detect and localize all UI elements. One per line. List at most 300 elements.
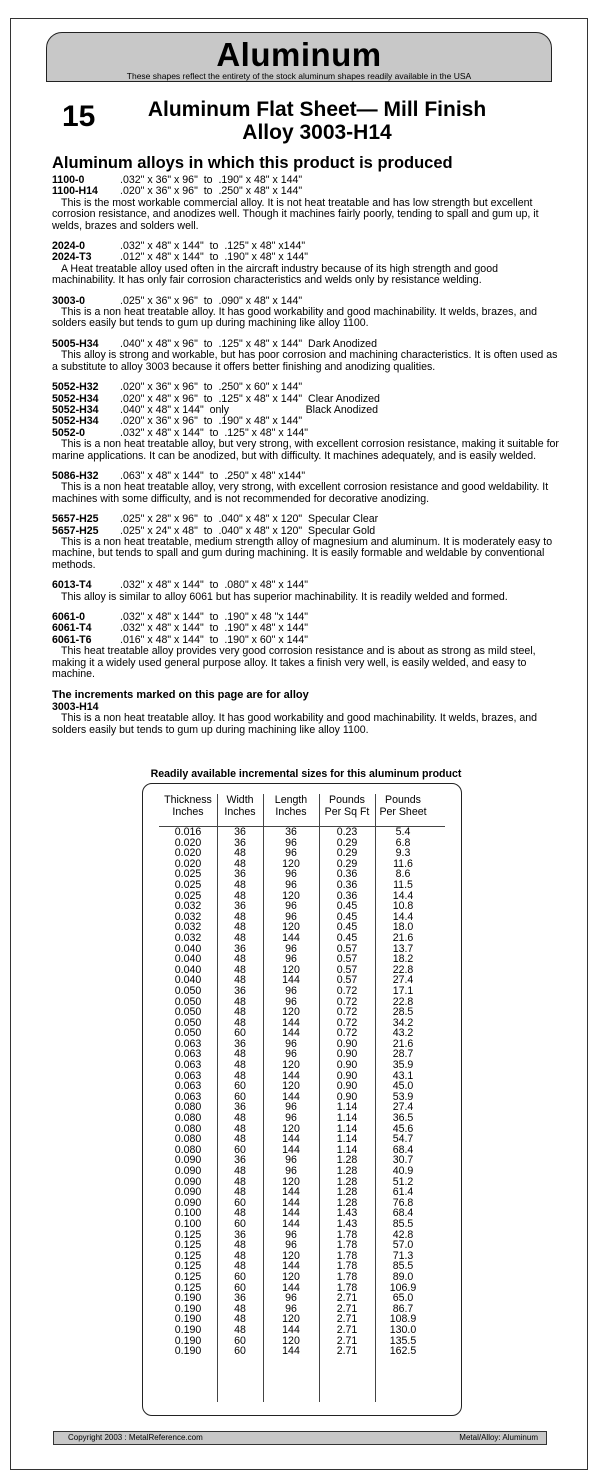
thickness-cell: 0.050 xyxy=(174,995,202,1008)
pounds-per-sq-ft-cell: 0.90 xyxy=(336,1048,358,1061)
pounds-per-sheet-cell: 30.7 xyxy=(392,1154,414,1167)
length-cell: 120 xyxy=(282,857,300,870)
alloy-description: This alloy is strong and workable, but has poor corrosion and machining characteristics. It is often used as a substitute to alloy 3003 because it offers better finishing and anodizing qualities. xyxy=(52,349,558,373)
width-cell: 48 xyxy=(234,1059,246,1072)
thickness-cell: 0.032 xyxy=(174,921,202,934)
pounds-per-sq-ft-cell: 0.72 xyxy=(336,1006,358,1019)
alloy-size-line xyxy=(52,580,560,591)
table-row xyxy=(159,1272,431,1283)
pounds-per-sheet-cell: 162.5 xyxy=(389,1345,417,1358)
thickness-cell: 0.190 xyxy=(174,1302,202,1315)
pounds-per-sq-ft-cell: 0.72 xyxy=(336,1016,358,1029)
table-row xyxy=(159,880,431,891)
thickness-cell: 0.050 xyxy=(174,1016,202,1029)
alloy-groups xyxy=(52,175,560,680)
sizes-table xyxy=(159,795,431,1357)
pounds-per-sq-ft-cell: 2.71 xyxy=(336,1292,358,1305)
thickness-cell: 0.190 xyxy=(174,1334,202,1347)
thickness-cell: 0.020 xyxy=(174,847,202,860)
pounds-per-sheet-cell: 22.8 xyxy=(392,963,414,976)
page-subtitle: These shapes reflect the entirety of the stock aluminum shapes readily available in the USA xyxy=(126,71,472,81)
width-cell: 48 xyxy=(234,1260,246,1273)
pounds-per-sheet-cell: 34.2 xyxy=(392,1016,414,1029)
alloy-code: 6061-T6 xyxy=(52,633,92,646)
alloy-description: This is the most workable commercial alloy. It is not heat treatable and has low strength but excellent corrosion resistance, and anodizes well. Though it machines fairly poorly, tending to spall and gum up, it welds, brazes and solders well. xyxy=(52,196,539,232)
alloy-size-range: .012" x 48" x 144" to .190" x 48" x 144" xyxy=(120,251,309,264)
width-cell: 48 xyxy=(234,1249,246,1262)
thickness-cell: 0.125 xyxy=(174,1249,202,1262)
alloy-code: 6061-T4 xyxy=(52,622,92,635)
width-cell: 36 xyxy=(234,826,246,838)
length-cell: 120 xyxy=(282,1270,300,1283)
pounds-per-sheet-cell: 18.2 xyxy=(392,953,414,966)
alloy-code: 5052-H34 xyxy=(52,403,99,416)
product-title-line2: Alloy 3003-H14 xyxy=(242,121,392,144)
header-width-line1: Width xyxy=(226,794,254,806)
thickness-cell: 0.050 xyxy=(174,984,202,997)
pounds-per-sheet-cell: 65.0 xyxy=(392,1292,414,1305)
pounds-per-sq-ft-cell: 1.28 xyxy=(336,1175,358,1188)
alloy-size-range: .025" x 28" x 96" to .040" x 48" x 120" Specular Clear xyxy=(120,513,379,526)
footer-bar xyxy=(53,1431,547,1445)
pounds-per-sheet-cell: 6.8 xyxy=(395,836,411,849)
length-cell: 96 xyxy=(285,984,297,997)
length-cell: 96 xyxy=(285,995,297,1008)
column-divider xyxy=(375,794,376,1402)
pounds-per-sq-ft-cell: 1.43 xyxy=(336,1217,358,1230)
alloy-size-range: .025" x 36" x 96" to .090" x 48" x 144" xyxy=(120,294,303,307)
pounds-per-sq-ft-cell: 1.28 xyxy=(336,1196,358,1209)
pounds-per-sq-ft-cell: 1.78 xyxy=(336,1249,358,1262)
length-cell: 96 xyxy=(285,1302,297,1315)
length-cell: 144 xyxy=(282,1069,300,1082)
pounds-per-sq-ft-cell: 2.71 xyxy=(336,1323,358,1336)
thickness-cell: 0.125 xyxy=(174,1270,202,1283)
width-cell: 48 xyxy=(234,1323,246,1336)
alloy-group xyxy=(52,296,560,330)
width-cell: 48 xyxy=(234,1165,246,1177)
thickness-cell: 0.090 xyxy=(174,1165,202,1177)
thickness-cell: 0.190 xyxy=(174,1323,202,1336)
pounds-per-sq-ft-cell: 0.45 xyxy=(336,921,358,934)
width-cell: 48 xyxy=(234,931,246,944)
length-cell: 96 xyxy=(285,1037,297,1050)
thickness-cell: 0.025 xyxy=(174,868,202,881)
pounds-per-sheet-cell: 45.0 xyxy=(392,1080,414,1093)
pounds-per-sq-ft-cell: 1.14 xyxy=(336,1101,358,1114)
pounds-per-sheet-cell: 18.0 xyxy=(392,921,414,934)
alloy-group xyxy=(52,514,560,571)
thickness-cell: 0.050 xyxy=(174,1027,202,1040)
width-cell: 36 xyxy=(234,836,246,849)
alloy-size-range: .063" x 48" x 144" to .250" x 48" x144" xyxy=(120,469,306,482)
pounds-per-sheet-cell: 14.4 xyxy=(392,910,414,923)
length-cell: 120 xyxy=(282,963,300,976)
alloy-description: This is a non heat treatable alloy. It has good workability and good machinability. It welds, brazes, and solders easily but tends to gum up during machining like alloy 1100. xyxy=(52,306,538,330)
thickness-cell: 0.080 xyxy=(174,1101,202,1114)
length-cell: 120 xyxy=(282,1122,300,1135)
pounds-per-sheet-cell: 53.9 xyxy=(392,1090,414,1103)
header-length-line1: Length xyxy=(274,794,308,806)
pounds-per-sq-ft-cell: 0.57 xyxy=(336,974,358,987)
pounds-per-sheet-cell: 76.8 xyxy=(392,1196,414,1209)
header-psf-line1: Pounds xyxy=(329,794,365,806)
thickness-cell: 0.125 xyxy=(174,1239,202,1252)
pounds-per-sheet-cell: 14.4 xyxy=(392,889,414,902)
table-row xyxy=(159,1325,431,1336)
width-cell: 60 xyxy=(234,1281,246,1294)
width-cell: 48 xyxy=(234,963,246,976)
pounds-per-sq-ft-cell: 0.57 xyxy=(336,942,358,955)
length-cell: 96 xyxy=(285,1048,297,1061)
length-cell: 96 xyxy=(285,953,297,966)
pounds-per-sheet-cell: 28.5 xyxy=(392,1006,414,1019)
length-cell: 96 xyxy=(285,1292,297,1305)
length-cell: 144 xyxy=(282,1133,300,1146)
thickness-cell: 0.032 xyxy=(174,931,202,944)
thickness-cell: 0.080 xyxy=(174,1133,202,1146)
column-divider xyxy=(263,794,264,1402)
length-cell: 144 xyxy=(282,1016,300,1029)
width-cell: 36 xyxy=(234,984,246,997)
column-divider xyxy=(217,794,218,1402)
alloy-group xyxy=(52,580,560,603)
alloy-code: 2024-T3 xyxy=(52,251,92,264)
thickness-cell: 0.100 xyxy=(174,1207,202,1220)
pounds-per-sq-ft-cell: 1.28 xyxy=(336,1186,358,1199)
pounds-per-sheet-cell: 8.6 xyxy=(395,868,411,881)
product-title xyxy=(112,98,522,144)
length-cell: 96 xyxy=(285,900,297,913)
pounds-per-sheet-cell: 21.6 xyxy=(392,931,414,944)
pounds-per-sq-ft-cell: 1.78 xyxy=(336,1239,358,1252)
alloy-code: 2024-0 xyxy=(52,240,85,253)
pounds-per-sq-ft-cell: 2.71 xyxy=(336,1334,358,1347)
table-row xyxy=(159,1346,431,1357)
pounds-per-sheet-cell: 17.1 xyxy=(392,984,414,997)
pounds-per-sq-ft-cell: 0.45 xyxy=(336,900,358,913)
width-cell: 48 xyxy=(234,1048,246,1061)
pounds-per-sheet-cell: 11.5 xyxy=(393,878,413,891)
thickness-cell: 0.063 xyxy=(174,1080,202,1093)
alloy-size-range: .016" x 48" x 144" to .190" x 60" x 144" xyxy=(120,633,309,646)
alloy-description: This is a non heat treatable alloy, very strong, with excellent corrosion resistance and good weldability. It machines with some difficulty, and is not recommended for decorative anodizing. xyxy=(52,481,549,505)
length-cell: 96 xyxy=(285,836,297,849)
length-cell: 96 xyxy=(285,1228,297,1241)
pounds-per-sq-ft-cell: 1.78 xyxy=(336,1228,358,1241)
alloy-size-range: .032" x 48" x 144" to .080" x 48" x 144" xyxy=(120,579,309,592)
pounds-per-sheet-cell: 22.8 xyxy=(392,995,414,1008)
width-cell: 48 xyxy=(234,1207,246,1220)
width-cell: 48 xyxy=(234,878,246,891)
pounds-per-sq-ft-cell: 0.90 xyxy=(336,1069,358,1082)
length-cell: 144 xyxy=(282,1196,300,1209)
thickness-cell: 0.025 xyxy=(174,889,202,902)
width-cell: 48 xyxy=(234,1006,246,1019)
pounds-per-sheet-cell: 27.4 xyxy=(392,1101,414,1114)
alloy-description: A Heat treatable alloy used often in the aircraft industry because of its high strength and good machinability. It has only fair corrosion characteristics and welds only by resistance welding. xyxy=(52,262,498,287)
page-title: Aluminum xyxy=(216,36,382,73)
pounds-per-sheet-cell: 89.0 xyxy=(392,1270,414,1283)
pounds-per-sheet-cell: 42.8 xyxy=(392,1228,414,1241)
length-cell: 96 xyxy=(285,847,297,860)
width-cell: 48 xyxy=(234,995,246,1008)
pounds-per-sheet-cell: 9.3 xyxy=(395,847,411,860)
alloy-size-range: .032" x 48" x 144" to .190" x 48 "x 144" xyxy=(120,611,309,623)
length-cell: 96 xyxy=(285,878,297,891)
alloy-list xyxy=(52,175,560,736)
header-pounds-per-sheet xyxy=(375,795,431,823)
alloy-size-range: .040" x 48" x 144" only Black Anodized xyxy=(120,403,379,416)
thickness-cell: 0.125 xyxy=(174,1228,202,1241)
alloy-size-range: .032" x 36" x 96" to .190" x 48" x 144" xyxy=(120,174,303,186)
thickness-cell: 0.020 xyxy=(174,857,202,870)
pounds-per-sheet-cell: 51.2 xyxy=(392,1175,414,1188)
pounds-per-sheet-cell: 35.9 xyxy=(392,1059,414,1072)
pounds-per-sheet-cell: 45.6 xyxy=(392,1122,414,1135)
length-cell: 120 xyxy=(282,889,300,902)
width-cell: 48 xyxy=(234,1112,246,1125)
pounds-per-sheet-cell: 28.7 xyxy=(392,1048,414,1061)
thickness-cell: 0.040 xyxy=(174,974,202,987)
alloy-code: 1100-0 xyxy=(52,174,85,186)
pounds-per-sheet-cell: 61.4 xyxy=(392,1186,414,1199)
thickness-cell: 0.090 xyxy=(174,1175,202,1188)
pounds-per-sheet-cell: 68.4 xyxy=(392,1207,414,1220)
pounds-per-sq-ft-cell: 0.29 xyxy=(336,836,358,849)
length-cell: 144 xyxy=(282,1281,300,1294)
header-length-line2: Inches xyxy=(275,805,307,818)
thickness-cell: 0.190 xyxy=(174,1292,202,1305)
alloy-size-range: .032" x 48" x 144" to .190" x 48" x 144" xyxy=(120,622,309,635)
alloy-code: 6061-0 xyxy=(52,611,85,623)
width-cell: 48 xyxy=(234,1239,246,1252)
pounds-per-sheet-cell: 106.9 xyxy=(389,1281,417,1294)
width-cell: 36 xyxy=(234,1228,246,1241)
pounds-per-sheet-cell: 130.0 xyxy=(389,1323,417,1336)
pounds-per-sheet-cell: 13.7 xyxy=(392,942,414,955)
header-pps-line1: Pounds xyxy=(385,794,421,806)
alloy-group xyxy=(52,471,560,505)
width-cell: 60 xyxy=(234,1196,246,1209)
alloy-size-range: .020" x 36" x 96" to .190" x 48" x 144" xyxy=(120,415,303,428)
pounds-per-sheet-cell: 85.5 xyxy=(392,1260,414,1273)
pounds-per-sq-ft-cell: 0.45 xyxy=(336,931,358,944)
length-cell: 144 xyxy=(282,1143,300,1156)
width-cell: 36 xyxy=(234,1154,246,1167)
thickness-cell: 0.080 xyxy=(174,1143,202,1156)
pounds-per-sq-ft-cell: 1.14 xyxy=(336,1122,358,1135)
pounds-per-sheet-cell: 27.4 xyxy=(392,974,414,987)
column-divider xyxy=(319,794,320,1402)
width-cell: 60 xyxy=(234,1345,246,1358)
pounds-per-sheet-cell: 11.6 xyxy=(393,857,413,870)
length-cell: 144 xyxy=(282,1207,300,1220)
alloy-code: 5086-H32 xyxy=(52,469,99,482)
pounds-per-sq-ft-cell: 2.71 xyxy=(336,1345,358,1358)
pounds-per-sq-ft-cell: 1.14 xyxy=(336,1133,358,1146)
width-cell: 60 xyxy=(234,1143,246,1156)
length-cell: 144 xyxy=(282,1345,300,1358)
width-cell: 48 xyxy=(234,1122,246,1135)
alloy-size-range: .025" x 24" x 48" to .040" x 48" x 120" Specular Gold xyxy=(120,524,376,537)
header-pounds-per-sq-ft xyxy=(319,795,375,823)
alloy-size-range: .020" x 36" x 96" to .250" x 48" x 144" xyxy=(120,185,303,198)
width-cell: 48 xyxy=(234,1016,246,1029)
pounds-per-sheet-cell: 36.5 xyxy=(392,1112,414,1125)
table-caption: Readily available incremental sizes for this aluminum product xyxy=(150,768,462,780)
alloy-size-range: .020" x 36" x 96" to .250" x 60" x 144" xyxy=(120,381,303,394)
alloy-group xyxy=(52,175,560,232)
width-cell: 48 xyxy=(234,910,246,923)
pounds-per-sheet-cell: 68.4 xyxy=(392,1143,414,1156)
alloy-code: 5052-0 xyxy=(52,426,85,439)
increments-heading: The increments marked on this page are for alloy xyxy=(52,689,309,702)
pounds-per-sq-ft-cell: 0.90 xyxy=(336,1080,358,1093)
footer-category: Metal/Alloy: Aluminum xyxy=(459,1433,538,1442)
alloy-code: 5657-H25 xyxy=(52,524,99,537)
header-thickness-line1: Thickness xyxy=(164,794,212,806)
header-width-line2: Inches xyxy=(224,805,256,818)
pounds-per-sq-ft-cell: 1.78 xyxy=(336,1281,358,1294)
length-cell: 96 xyxy=(285,1112,297,1125)
table-row xyxy=(159,1219,431,1230)
length-cell: 120 xyxy=(282,1059,300,1072)
length-cell: 120 xyxy=(282,1249,300,1262)
section-heading: Aluminum alloys in which this product is produced xyxy=(52,154,453,172)
width-cell: 48 xyxy=(234,847,246,860)
length-cell: 144 xyxy=(282,1186,300,1199)
header-width xyxy=(217,795,263,823)
pounds-per-sq-ft-cell: 0.23 xyxy=(336,826,358,838)
thickness-cell: 0.063 xyxy=(174,1037,202,1050)
alloy-code: 3003-0 xyxy=(52,294,85,307)
pounds-per-sq-ft-cell: 0.90 xyxy=(336,1090,358,1103)
alloy-size-range: .020" x 48" x 96" to .125" x 48" x 144" Clear Anodized xyxy=(120,392,380,405)
thickness-cell: 0.032 xyxy=(174,910,202,923)
pounds-per-sq-ft-cell: 0.90 xyxy=(336,1037,358,1050)
alloy-group xyxy=(52,241,560,287)
thickness-cell: 0.190 xyxy=(174,1345,202,1358)
pounds-per-sq-ft-cell: 1.28 xyxy=(336,1154,358,1167)
width-cell: 48 xyxy=(234,1069,246,1082)
pounds-per-sq-ft-cell: 1.28 xyxy=(336,1165,358,1177)
pounds-per-sheet-cell: 10.8 xyxy=(392,900,414,913)
pounds-per-sheet-cell: 135.5 xyxy=(389,1334,417,1347)
alloy-group xyxy=(52,339,560,373)
pounds-per-sheet-cell: 71.3 xyxy=(392,1249,414,1262)
pounds-per-sq-ft-cell: 0.57 xyxy=(336,963,358,976)
length-cell: 120 xyxy=(282,1080,300,1093)
alloy-size-range: .032" x 48" x 144" to .125" x 48" x 144" xyxy=(120,426,309,439)
table-row xyxy=(159,1166,431,1177)
length-cell: 144 xyxy=(282,931,300,944)
pounds-per-sheet-cell: 108.9 xyxy=(389,1313,417,1326)
thickness-cell: 0.125 xyxy=(174,1260,202,1273)
table-header-row xyxy=(159,795,431,823)
pounds-per-sq-ft-cell: 1.43 xyxy=(336,1207,358,1220)
alloy-group xyxy=(52,612,560,680)
length-cell: 144 xyxy=(282,1323,300,1336)
header-pps-line2: Per Sheet xyxy=(379,805,427,818)
width-cell: 48 xyxy=(234,889,246,902)
pounds-per-sheet-cell: 21.6 xyxy=(392,1037,414,1050)
pounds-per-sq-ft-cell: 1.78 xyxy=(336,1270,358,1283)
width-cell: 48 xyxy=(234,1302,246,1315)
alloy-description: This is a non heat treatable alloy, but very strong, with excellent corrosion resistance, making it suitable for marine applications. It can be anodized, but with difficulty. It machines adequately, and is easily welded. xyxy=(52,438,559,462)
pounds-per-sq-ft-cell: 1.14 xyxy=(336,1112,358,1125)
width-cell: 48 xyxy=(234,921,246,934)
width-cell: 36 xyxy=(234,1101,246,1114)
length-cell: 120 xyxy=(282,1006,300,1019)
pounds-per-sheet-cell: 5.4 xyxy=(395,826,411,838)
sizes-table-box xyxy=(142,783,462,1416)
header-divider xyxy=(159,826,445,827)
thickness-cell: 0.020 xyxy=(174,836,202,849)
thickness-cell: 0.080 xyxy=(174,1122,202,1135)
width-cell: 48 xyxy=(234,1175,246,1188)
pounds-per-sq-ft-cell: 0.90 xyxy=(336,1059,358,1072)
title-banner xyxy=(46,32,552,82)
pounds-per-sq-ft-cell: 0.36 xyxy=(336,878,358,891)
width-cell: 36 xyxy=(234,900,246,913)
width-cell: 60 xyxy=(234,1217,246,1230)
length-cell: 96 xyxy=(285,868,297,881)
pounds-per-sq-ft-cell: 0.29 xyxy=(336,847,358,860)
thickness-cell: 0.050 xyxy=(174,1006,202,1019)
pounds-per-sq-ft-cell: 0.36 xyxy=(336,889,358,902)
thickness-cell: 0.063 xyxy=(174,1069,202,1082)
increments-alloy-code: 3003-H14 xyxy=(52,700,99,713)
table-row xyxy=(159,933,431,944)
thickness-cell: 0.016 xyxy=(174,826,202,838)
product-title-line1: Aluminum Flat Sheet— Mill Finish xyxy=(147,98,487,121)
pounds-per-sheet-cell: 43.1 xyxy=(392,1069,414,1082)
width-cell: 60 xyxy=(234,1270,246,1283)
pounds-per-sheet-cell: 54.7 xyxy=(392,1133,414,1146)
alloy-code: 5657-H25 xyxy=(52,513,99,526)
thickness-cell: 0.040 xyxy=(174,963,202,976)
table-body xyxy=(159,823,431,1357)
width-cell: 36 xyxy=(234,1037,246,1050)
thickness-cell: 0.090 xyxy=(174,1154,202,1167)
thickness-cell: 0.063 xyxy=(174,1059,202,1072)
width-cell: 48 xyxy=(234,953,246,966)
width-cell: 36 xyxy=(234,1292,246,1305)
alloy-size-range: .032" x 48" x 144" to .125" x 48" x144" xyxy=(120,240,306,253)
pounds-per-sq-ft-cell: 0.72 xyxy=(336,995,358,1008)
header-psf-line2: Per Sq Ft xyxy=(324,805,370,818)
pounds-per-sq-ft-cell: 0.57 xyxy=(336,953,358,966)
pounds-per-sheet-cell: 40.9 xyxy=(392,1165,414,1177)
length-cell: 144 xyxy=(282,974,300,987)
alloy-group xyxy=(52,382,560,462)
alloy-description: This heat treatable alloy provides very good corrosion resistance and is about as strong as mild steel, making it a widely used general purpose alloy. It takes a finish very well, is easily welded, and easy to machine. xyxy=(52,645,536,681)
pounds-per-sq-ft-cell: 1.14 xyxy=(336,1143,358,1156)
length-cell: 120 xyxy=(282,1175,300,1188)
length-cell: 120 xyxy=(282,921,300,934)
alloy-description: This is a non heat treatable, medium strength alloy of magnesium and aluminum. It is moderately easy to machine, but tends to spall and gum during machining. It is easily formable and weldable by conventional methods. xyxy=(52,535,553,571)
length-cell: 144 xyxy=(282,1217,300,1230)
pounds-per-sheet-cell: 85.5 xyxy=(392,1217,414,1230)
width-cell: 60 xyxy=(234,1334,246,1347)
width-cell: 36 xyxy=(234,868,246,881)
thickness-cell: 0.100 xyxy=(174,1217,202,1230)
pounds-per-sq-ft-cell: 0.72 xyxy=(336,1027,358,1040)
length-cell: 96 xyxy=(285,1165,297,1177)
length-cell: 96 xyxy=(285,1154,297,1167)
pounds-per-sheet-cell: 86.7 xyxy=(392,1302,414,1315)
